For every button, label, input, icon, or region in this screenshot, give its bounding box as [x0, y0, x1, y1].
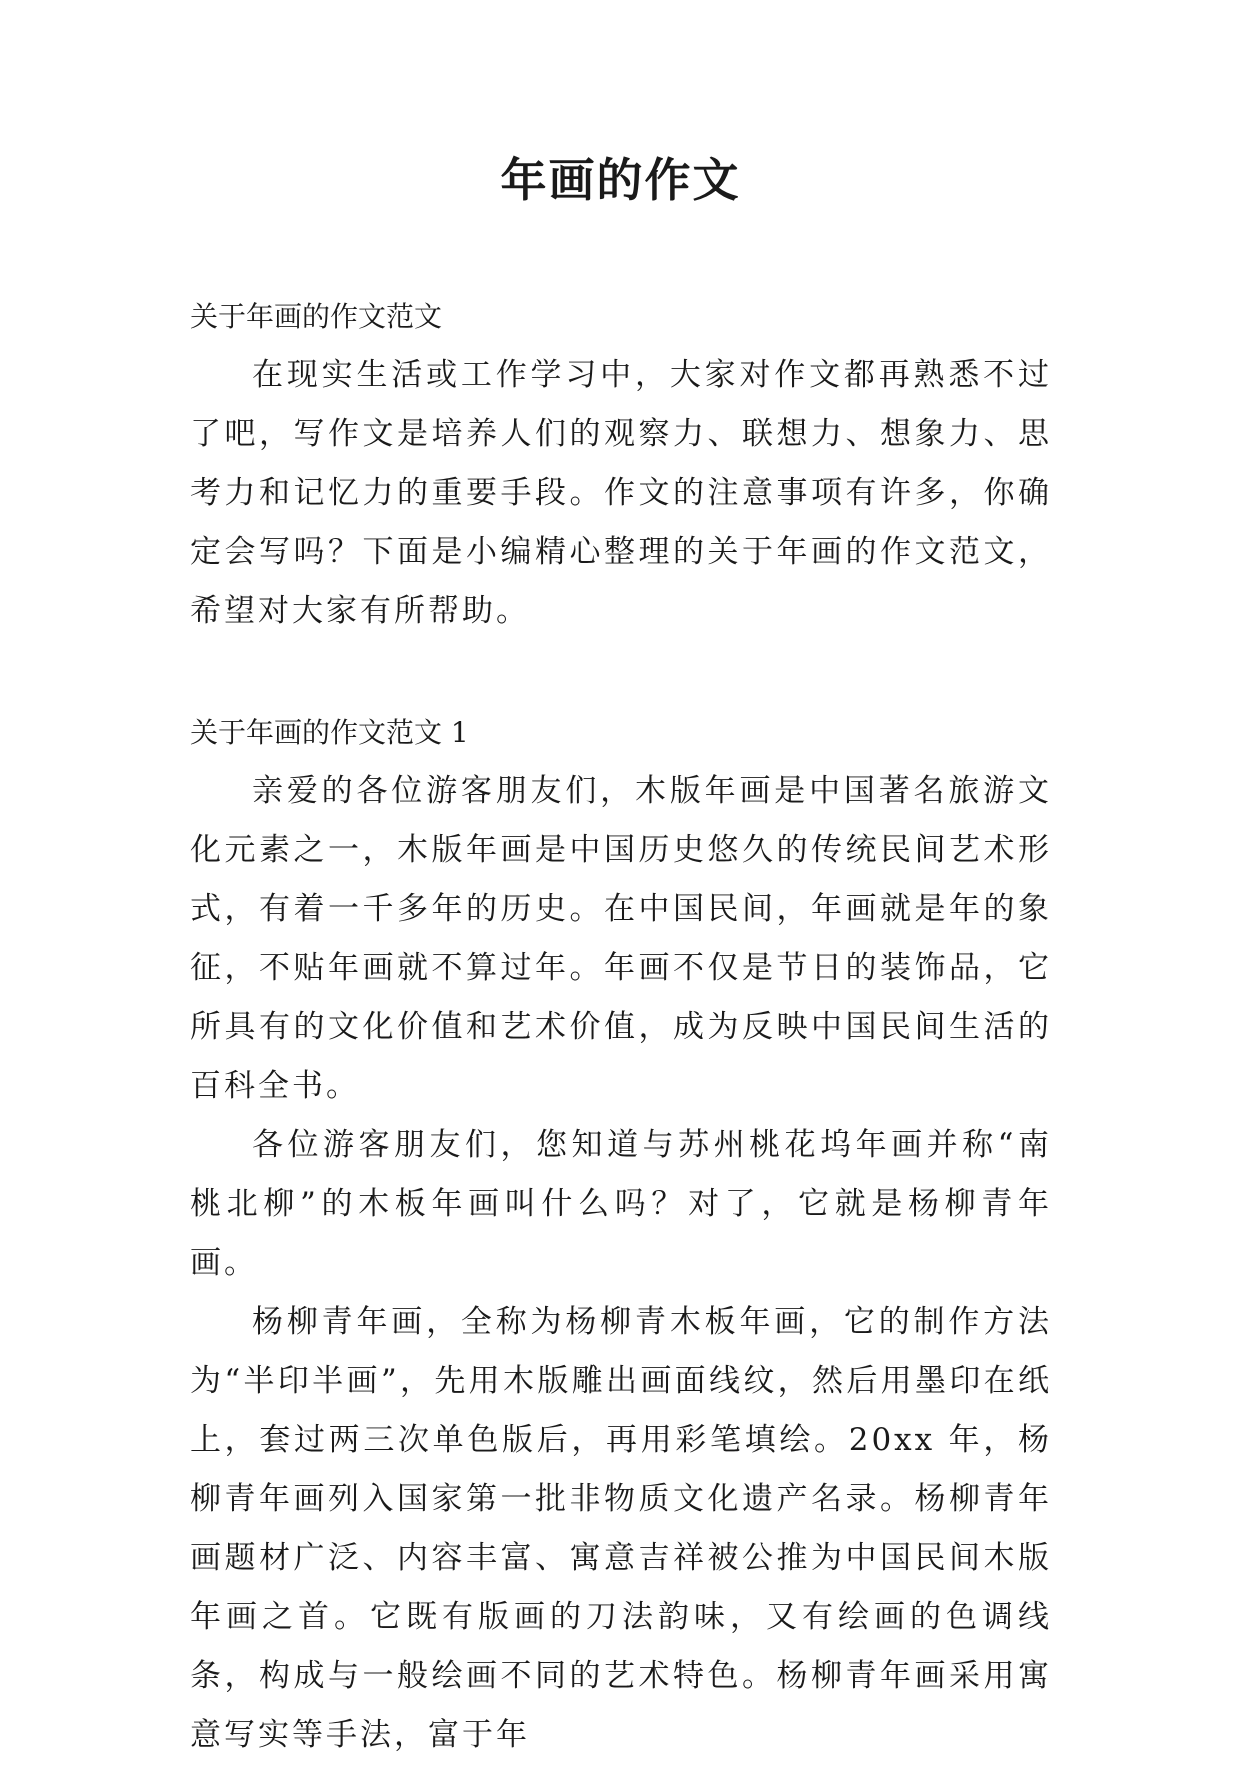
- document-body: [190, 287, 1052, 1765]
- essay-heading: 关于年画的作文范文 1: [190, 716, 469, 749]
- essay-paragraph: 亲爱的各位游客朋友们，木版年画是中国著名旅游文化元素之一，木版年画是中国历史悠久的传统民间艺术形式，有着一千多年的历史。在中国民间，年画就是年的象征，不贴年画就不算过年。年画不仅是节日的装饰品，它所具有的文化价值和艺术价值，成为反映中国民间生活的百科全书。: [190, 773, 1052, 1104]
- essay-paragraph: 各位游客朋友们，您知道与苏州桃花坞年画并称“南桃北柳”的木板年画叫什么吗？对了，它就是杨柳青年画。: [190, 1127, 1052, 1281]
- essay-paragraph: 杨柳青年画，全称为杨柳青木板年画，它的制作方法为“半印半画”，先用木版雕出画面线纹，然后用墨印在纸上，套过两三次单色版后，再用彩笔填绘。20xx 年，杨柳青年画列入国家第一批非物质文化遗产名录。杨柳青年画题材广泛、内容丰富、寓意吉祥被公推为中国民间木版年画之首。它既有版画的刀法韵味，又有绘画的色调线条，构成与一般绘画不同的艺术特色。杨柳青年画采用寓意写实等手法，富于年: [190, 1304, 1052, 1753]
- intro-heading: 关于年画的作文范文: [190, 300, 443, 333]
- intro-paragraph: 在现实生活或工作学习中，大家对作文都再熟悉不过了吧，写作文是培养人们的观察力、联想力、想象力、思考力和记忆力的重要手段。作文的注意事项有许多，你确定会写吗？下面是小编精心整理的关于年画的作文范文，希望对大家有所帮助。: [190, 357, 1052, 629]
- section-spacer: [190, 641, 1052, 703]
- document-title: 年画的作文: [500, 153, 741, 207]
